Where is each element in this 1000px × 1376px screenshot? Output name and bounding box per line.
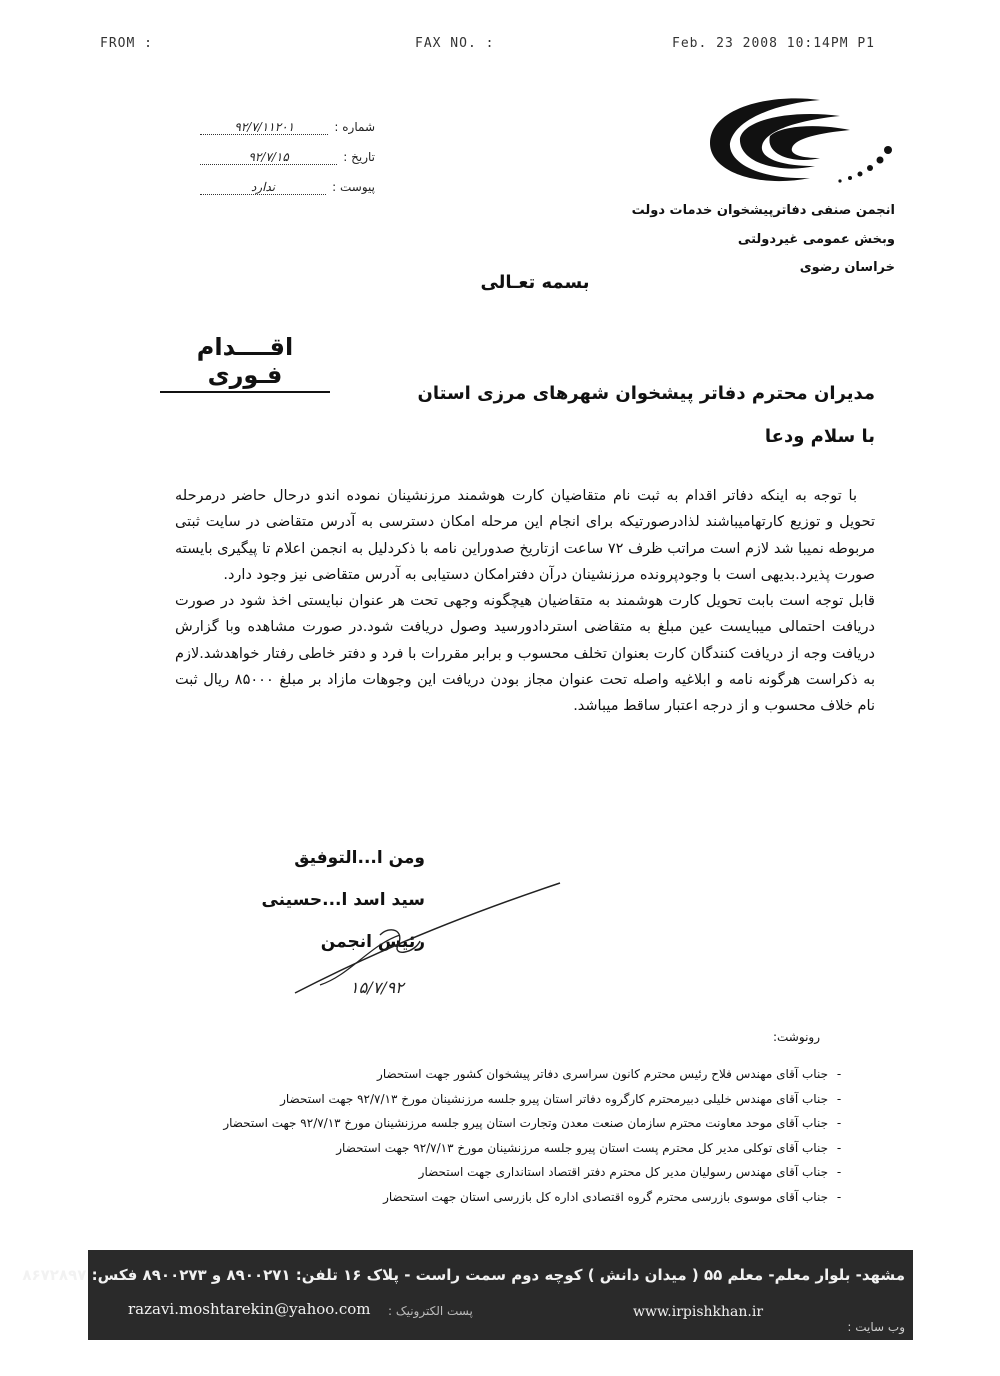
organization-name-line1: انجمن صنفی دفاترپیشخوان خدمات دولت [631, 203, 895, 218]
cc-item: -جناب آقای موسوی بازرسی محترم گروه اقتصادی اداره کل بازرسی استان جهت استحضار [383, 1189, 842, 1204]
signature-title: رئیس انجمن [320, 932, 425, 952]
letterhead-footer [22, 1250, 913, 1340]
reference-date-row [200, 142, 375, 172]
reference-date-label: تاریخ : [343, 150, 375, 164]
handwritten-signature-icon [280, 875, 570, 1005]
cc-item: -جناب آقای مهندس فلاح رئیس محترم کانون سراسری دفاتر پیشخوان کشور جهت استحضار [377, 1067, 842, 1081]
reference-number-value: ۹۲/۷/۱۱۲۰۱ [200, 120, 328, 135]
reference-block [200, 112, 375, 202]
organization-logo-icon [700, 88, 895, 198]
reference-attachment-row [200, 172, 375, 202]
footer-email-label: پست الکترونیک : [388, 1304, 473, 1318]
urgent-action-heading: اقــــدام فـوری [160, 333, 330, 393]
cc-item: -جناب آقای مهندس رسولیان مدیر کل محترم دفتر اقتصاد استانداری جهت استحضار [418, 1165, 842, 1179]
bismillah-heading: بسمه تعـالی [480, 272, 590, 293]
footer-address: مشهد- بلوار معلم- معلم ۵۵ ( میدان دانش ) کوچه دوم سمت راست - پلاک ۱۶ تلفن: ۸۹۰۰۲۷۱ و ۸۹۰۰۲۷۳ فکس: ۸۶۷۲۸۹۷ [22, 1266, 905, 1284]
fax-from: FROM : [100, 36, 153, 51]
cc-item: -جناب آقای مهندس خلیلی دبیرمحترم کارگروه دفاتر استان پیرو جلسه مرزنشینان مورخ ۹۲/۷/۱۳ جهت استحضار [280, 1091, 842, 1106]
footer-website[interactable]: www.irpishkhan.ir [633, 1304, 764, 1320]
reference-attachment-value: ندارد [200, 180, 326, 195]
organization-name-line2: وبخش عمومی غیردولتی [737, 232, 895, 247]
signature-name: سید اسد ا...حسینی [261, 890, 425, 910]
body-paragraph-1: با توجه به اینکه دفاتر اقدام به ثبت نام متقاضیان کارت هوشمند مرزنشینان نموده اندو درحال حاضر درمرحله تحویل و توزیع کارتهامیباشند لذادرصورتیکه برای انجام این مرحله امکان دسترسی به آدرس متقاضی در سایت ثبتی مربوطه نمیبا شد لازم است مراتب ظرف ۷۲ ساعت ازتاریخ صدوراین نامه با ذکردلیل به انجمن اعلام تا پیگیری بایسته صورت پذیرد.بدیهی است با وجودپرونده مرزنشینان درآن دفترامکان دستیابی به آدرس متقاضی نیز وجود دارد. [175, 488, 875, 583]
handwritten-date: ۱۵/۷/۹۲ [350, 978, 404, 997]
footer-website-label: وب سایت : [847, 1320, 905, 1334]
cc-title: رونوشت: [772, 1030, 820, 1044]
reference-date-value: ۹۲/۷/۱۵ [200, 150, 337, 165]
fax-datetime: Feb. 23 2008 10:14PM P1 [672, 36, 876, 51]
addressee: مدیران محترم دفاتر پیشخوان شهرهای مرزی استان [417, 383, 875, 404]
cc-list [210, 1062, 850, 1209]
letter-body [175, 483, 875, 720]
greeting: با سلام ودعا [764, 426, 875, 447]
body-paragraph-2: قابل توجه است بابت تحویل کارت هوشمند به متقاضیان هیچگونه وجهی تحت هر عنوان نبایستی اخذ شود در صورت دریافت احتمالی میبایست عین مبلغ به متقاضی استردادورسید وصول دریافت شود.در صورت مشاهده وبا گزارش دریافت وجه از دریافت کنندگان کارت بعنوان تخلف محسوب و برابر مقررات با فرد و دفتر خاطی رفتار خواهدشد.لازم به ذکراست هرگونه نامه و ابلاغیه واصله تحت عنوان مجاز بودن دریافت این وجوهات مازاد بر مبلغ ۸۵۰۰۰ ریال ثبت نام خلاف محسوب و از درجه اعتبار ساقط میباشد. [175, 593, 876, 715]
footer-email[interactable]: razavi.moshtarekin@yahoo.com [128, 1300, 371, 1318]
organization-name-line3: خراسان رضوی [799, 260, 895, 275]
signature-closing: ومن ا...التوفیق [294, 848, 425, 868]
reference-attachment-label: پیوست : [332, 180, 375, 194]
fax-number: FAX NO. : [415, 36, 495, 51]
reference-number-label: شماره : [334, 120, 375, 134]
reference-number-row [200, 112, 375, 142]
cc-item: -جناب آقای موحد معاونت محترم سازمان صنعت معدن وتجارت استان پیرو جلسه مرزنشینان مورخ ۹۲/۷/۱۳ جهت استحضار [223, 1116, 842, 1130]
cc-item: -جناب آقای توکلی مدیر کل محترم پست استان پیرو جلسه مرزنشینان مورخ ۹۲/۷/۱۳ جهت استحضار [336, 1140, 842, 1155]
